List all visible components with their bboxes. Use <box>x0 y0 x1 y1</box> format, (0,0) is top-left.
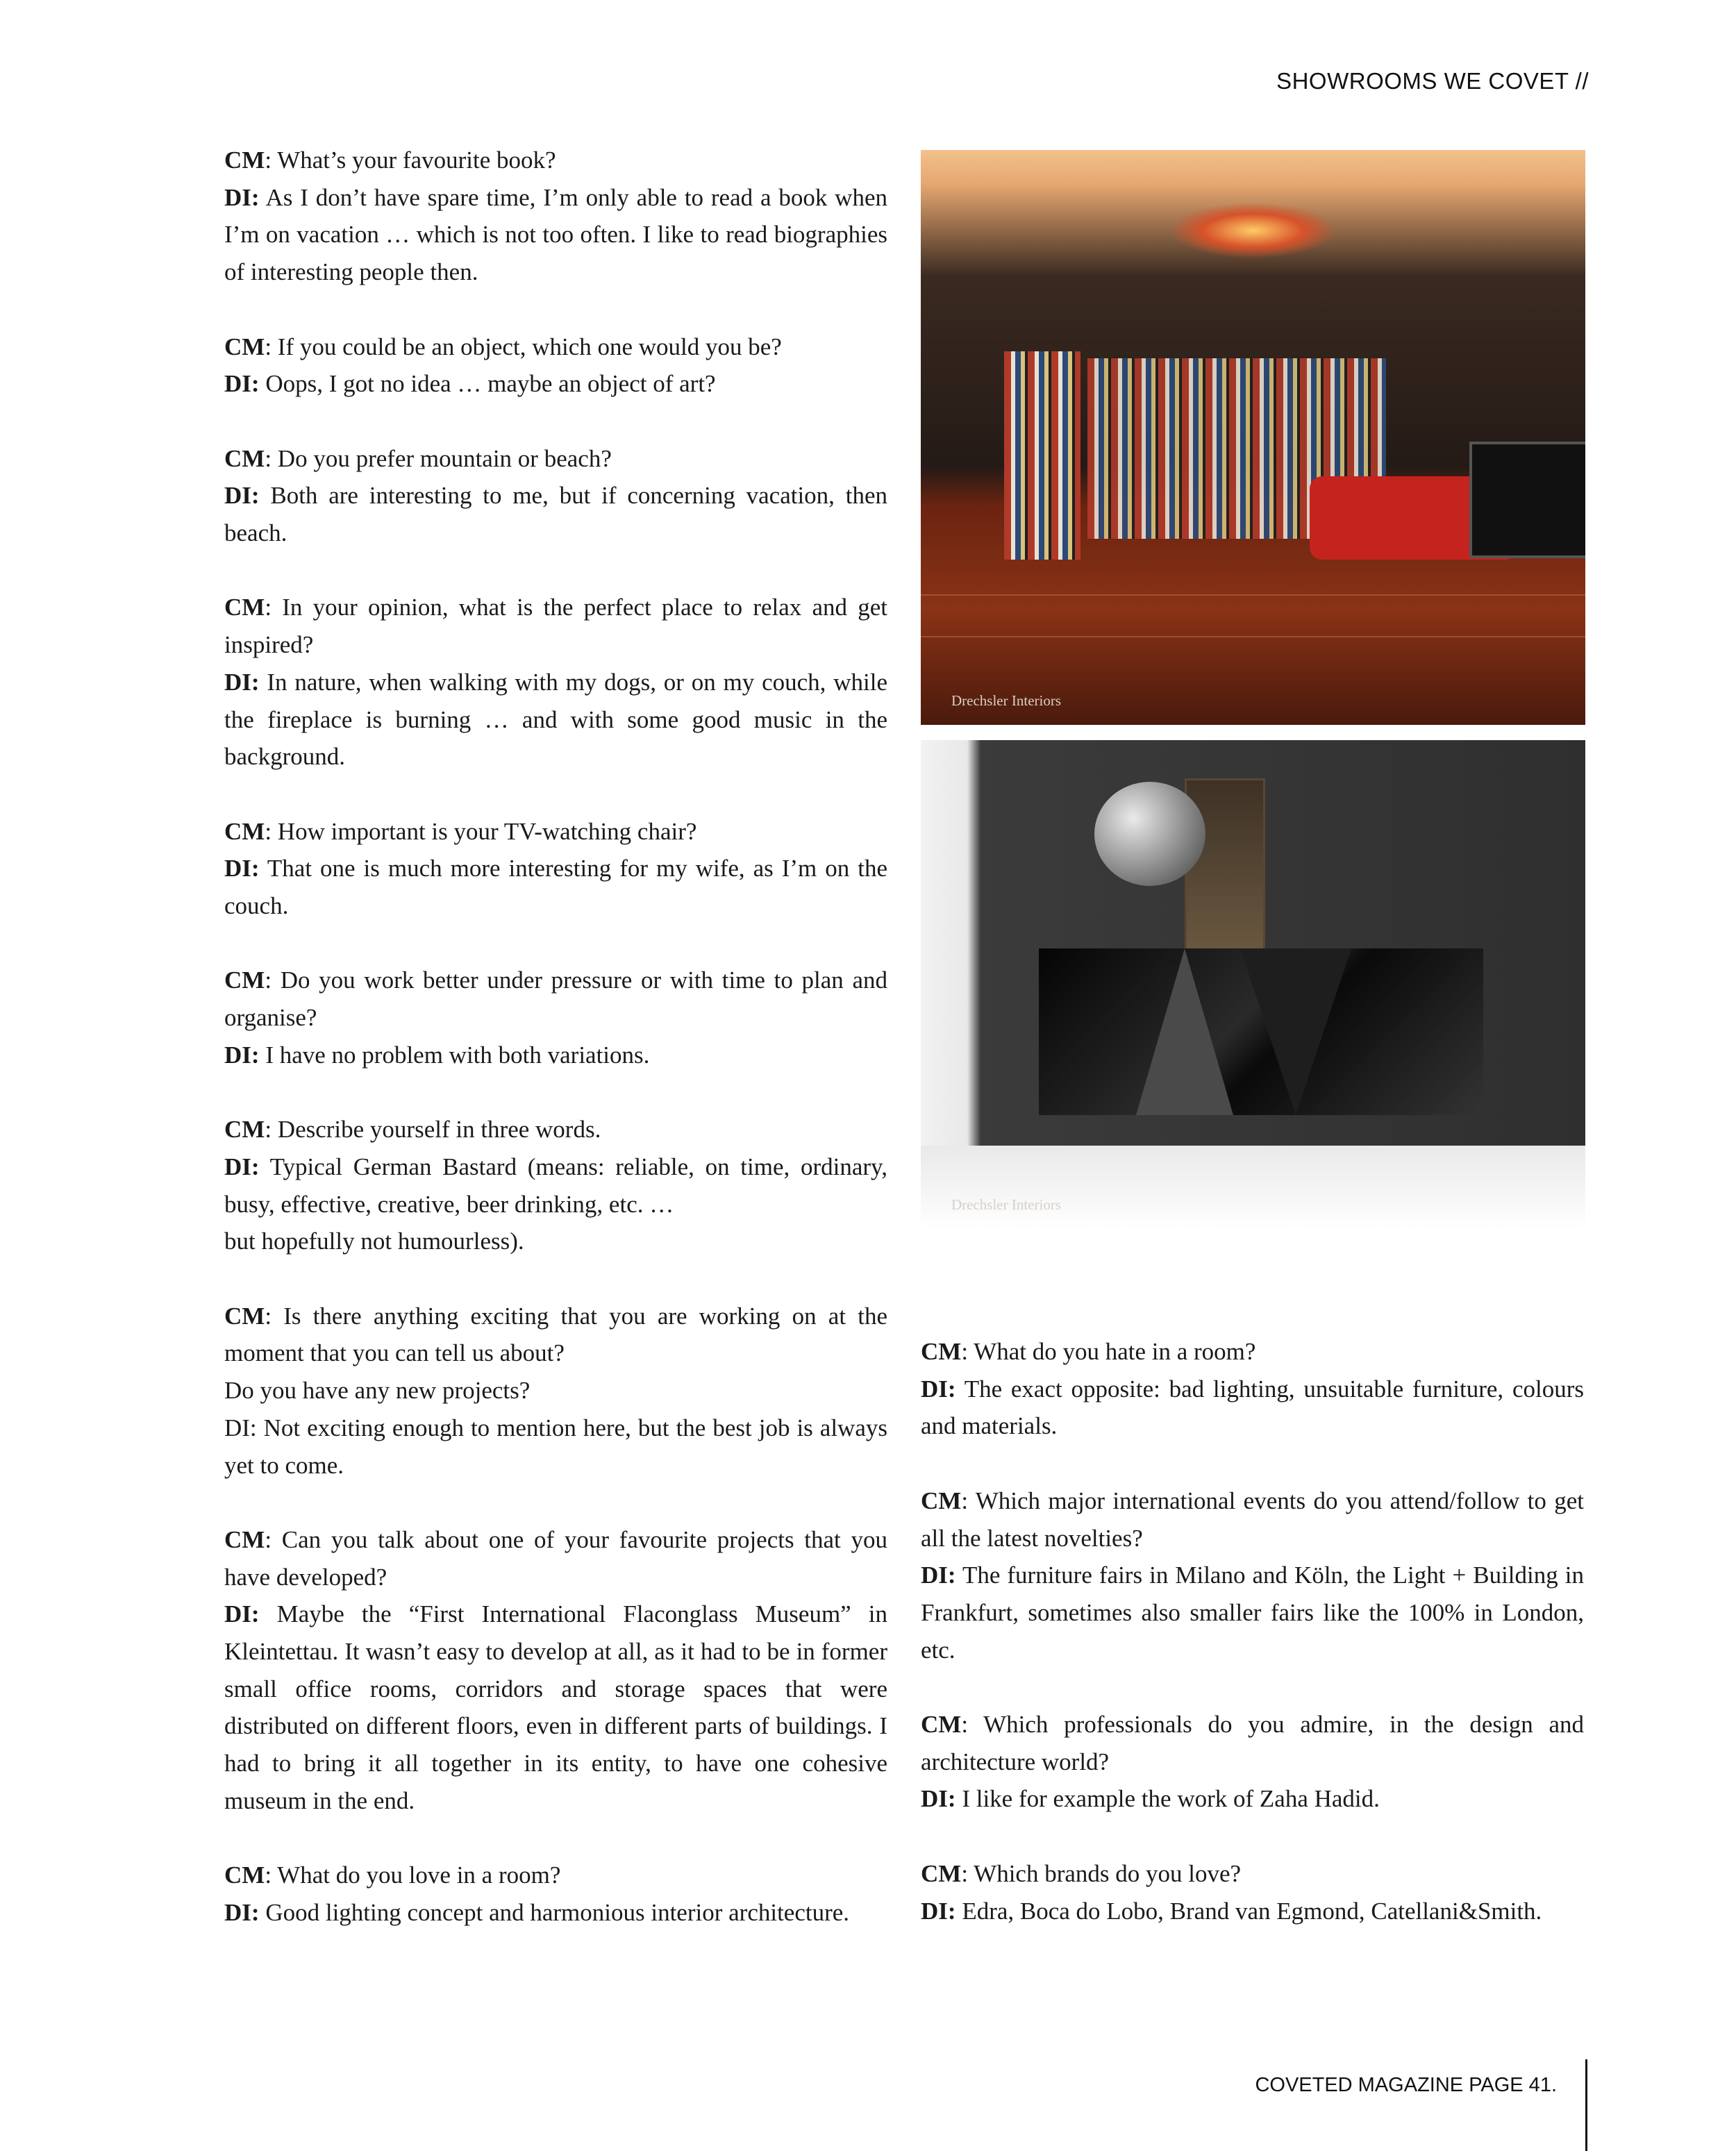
qa-block <box>224 328 887 403</box>
answer-label: DI: <box>224 668 260 696</box>
answer-text: Maybe the “First International Flaconglass Museum” in Kleintettau. It wasn’t easy to develop at all, as it had to be in former small office rooms, corridors and storage spaces that were distributed on different floors, even in different parts of buildings. I had to bring it all together in its entity, to have one cohesive museum in the end. <box>224 1600 887 1814</box>
portrait-painting <box>1185 778 1265 956</box>
qa-block <box>224 1111 887 1260</box>
answer-label: DI: <box>224 482 260 510</box>
question <box>224 1298 887 1372</box>
answer <box>224 1037 887 1074</box>
answer <box>224 477 887 551</box>
answer-text: Good lighting concept and harmonious interior architecture. <box>259 1898 850 1926</box>
television <box>1469 442 1585 558</box>
qa-block <box>921 1482 1584 1669</box>
qa-block <box>224 1521 887 1820</box>
answer-text: I like for example the work of Zaha Hadid. <box>955 1785 1380 1813</box>
question-label: CM <box>224 444 265 472</box>
question <box>224 328 887 366</box>
question-label: CM <box>224 1116 265 1144</box>
sideboard-photo <box>921 740 1585 1229</box>
answer-text: Typical German Bastard (means: reliable, on time, ordinary, busy, effective, creative, beer drinking, etc. … <box>224 1153 887 1218</box>
answer-continuation: but hopefully not humourless). <box>224 1228 524 1255</box>
answer <box>921 1371 1584 1445</box>
white-floor <box>921 1146 1585 1229</box>
question-text: : Do you prefer mountain or beach? <box>265 444 612 472</box>
question-text: : Which professionals do you admire, in the design and architecture world? <box>921 1711 1584 1775</box>
answer-text: The exact opposite: bad lighting, unsuitable furniture, colours and materials. <box>921 1375 1584 1440</box>
question-text: : Do you work better under pressure or with time to plan and organise? <box>224 966 887 1032</box>
question <box>921 1855 1584 1893</box>
answer-label: DI: <box>224 1041 260 1069</box>
question <box>224 589 887 663</box>
answer-label: DI: <box>224 1898 260 1926</box>
answer <box>224 1596 887 1819</box>
footer-divider <box>1585 2059 1587 2151</box>
question <box>921 1482 1584 1557</box>
question-label: CM <box>224 817 265 845</box>
question-text: : What do you hate in a room? <box>961 1338 1256 1365</box>
question <box>224 962 887 1036</box>
floor-reflection <box>921 594 1585 596</box>
question-text: : Is there anything exciting that you are working on at the moment that you can tell us about? <box>224 1302 887 1367</box>
answer-text: Both are interesting to me, but if concerning vacation, then beach. <box>224 482 887 546</box>
answer-label: DI: <box>921 1897 956 1925</box>
answer-text: Edra, Boca do Lobo, Brand van Egmond, Catellani&Smith. <box>955 1897 1542 1925</box>
answer-text: DI: Not exciting enough to mention here, but the best job is always yet to come. <box>224 1414 887 1479</box>
answer-label: DI: <box>921 1562 956 1589</box>
answer <box>224 365 887 403</box>
answer-label: DI: <box>224 1600 260 1628</box>
question-label: CM <box>224 594 265 621</box>
question <box>224 1521 887 1596</box>
qa-block <box>921 1855 1584 1930</box>
question <box>224 1111 887 1148</box>
photo-caption: Drechsler Interiors <box>951 1196 1062 1213</box>
bookshelf <box>1004 351 1080 560</box>
qa-block <box>224 1298 887 1484</box>
answer-text: As I don’t have spare time, I’m only able to read a book when I’m on vacation … which is not too often. I like to read biographies of interesting people then. <box>224 183 887 286</box>
answer-label: DI: <box>224 370 260 398</box>
question-label: CM <box>921 1711 962 1738</box>
answer <box>224 1409 887 1484</box>
answer-text: I have no problem with both variations. <box>259 1041 650 1069</box>
answer <box>921 1893 1584 1930</box>
qa-block <box>921 1333 1584 1445</box>
qa-block <box>224 813 887 925</box>
left-column <box>224 142 887 1968</box>
answer <box>224 1148 887 1223</box>
qa-block <box>224 1857 887 1931</box>
question-text: : Describe yourself in three words. <box>265 1116 601 1144</box>
answer-label: DI: <box>921 1785 956 1813</box>
question-label: CM <box>224 1302 265 1330</box>
qa-block <box>224 962 887 1073</box>
answer-text: Oops, I got no idea … maybe an object of art? <box>259 370 716 398</box>
answer-text: That one is much more interesting for my wife, as I’m on the couch. <box>224 855 887 919</box>
question-text: : Which brands do you love? <box>961 1859 1242 1887</box>
question-text: : How important is your TV-watching chair? <box>265 817 697 845</box>
qa-block <box>224 142 887 291</box>
question <box>921 1333 1584 1371</box>
answer <box>224 1894 887 1932</box>
question-label: CM <box>224 966 265 994</box>
question <box>224 1857 887 1894</box>
answer-text: The furniture fairs in Milano and Köln, the Light + Building in Frankfurt, sometimes also smaller fairs like the 100% in London, etc. <box>921 1562 1584 1664</box>
question-label: CM <box>224 147 265 174</box>
question-label: CM <box>224 1861 265 1889</box>
answer <box>224 179 887 291</box>
photo-caption: Drechsler Interiors <box>951 692 1062 709</box>
answer-label: DI: <box>224 855 260 882</box>
answer-label: DI: <box>224 183 260 211</box>
living-room-photo <box>921 150 1585 725</box>
question-text: : What’s your favourite book? <box>265 147 556 174</box>
answer-label: DI: <box>224 1153 260 1180</box>
qa-block <box>224 589 887 776</box>
question-label: CM <box>921 1859 962 1887</box>
qa-block <box>224 440 887 552</box>
question-continuation: Do you have any new projects? <box>224 1377 531 1405</box>
section-title: SHOWROOMS WE COVET // <box>1276 68 1589 94</box>
question-text: : Which major international events do you attend/follow to get all the latest novelties? <box>921 1487 1584 1552</box>
floor-reflection <box>921 636 1585 637</box>
answer-text: In nature, when walking with my dogs, or on my couch, while the fireplace is burning … and with some good music in the background. <box>224 668 887 771</box>
cabinet-facet <box>1240 948 1351 1115</box>
question <box>224 142 887 179</box>
answer <box>921 1780 1584 1818</box>
question-label: CM <box>224 1525 265 1553</box>
question-label: CM <box>921 1338 962 1365</box>
question <box>921 1706 1584 1780</box>
question-label: CM <box>921 1487 962 1514</box>
question <box>224 813 887 851</box>
page-footer: COVETED MAGAZINE PAGE 41. <box>1255 2074 1557 2096</box>
qa-block <box>921 1706 1584 1818</box>
answer <box>224 664 887 776</box>
right-column <box>921 1333 1584 1967</box>
answer <box>224 850 887 924</box>
question-label: CM <box>224 333 265 360</box>
question <box>224 440 887 478</box>
question-text: : If you could be an object, which one would you be? <box>265 333 782 360</box>
question-text: : In your opinion, what is the perfect place to relax and get inspired? <box>224 594 887 659</box>
answer <box>921 1557 1584 1668</box>
question-text: : What do you love in a room? <box>265 1861 561 1889</box>
cabinet-facet <box>1136 948 1233 1115</box>
table-lamp <box>1094 782 1205 886</box>
answer-label: DI: <box>921 1375 956 1403</box>
question-text: : Can you talk about one of your favourite projects that you have developed? <box>224 1525 887 1591</box>
